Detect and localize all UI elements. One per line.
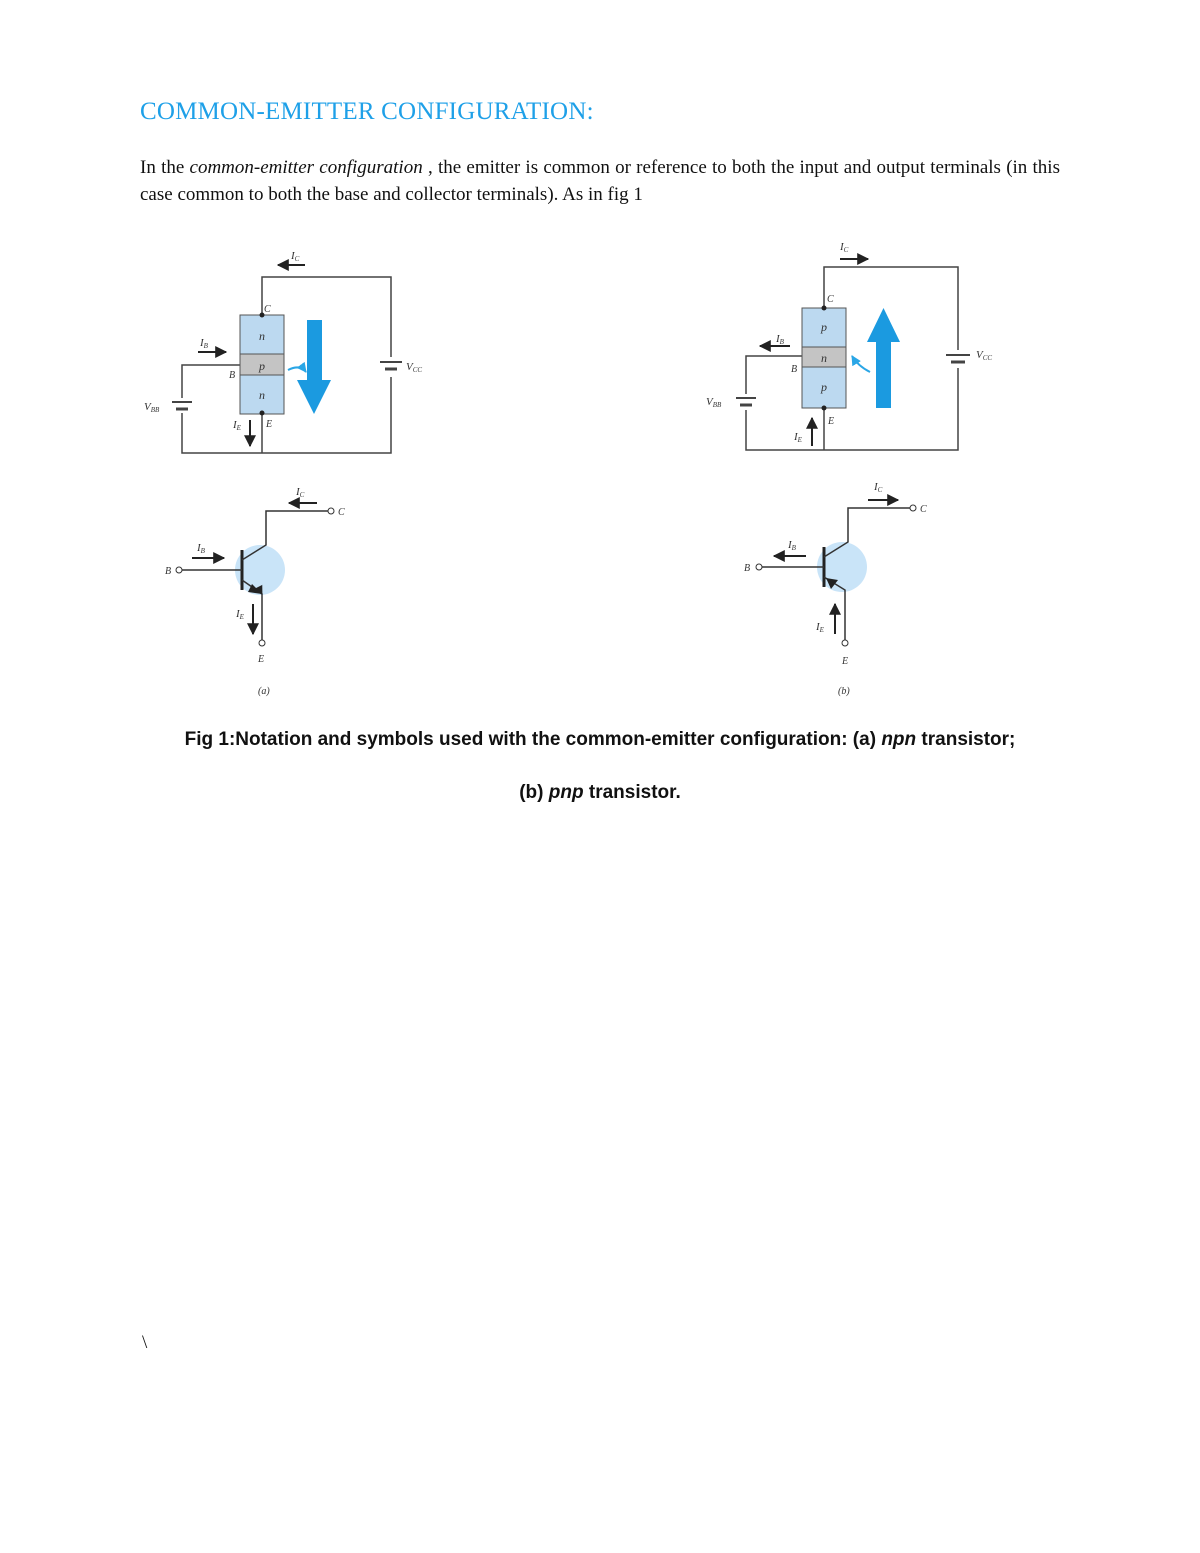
pnp-symbol-ic-sub: C	[877, 486, 883, 494]
npn-base-flow-arrow	[288, 367, 306, 372]
pnp-symbol-b-label: B	[744, 563, 751, 574]
pnp-symbol-c-terminal	[910, 505, 916, 511]
npn-ib-label-main: I	[200, 337, 204, 349]
npn-e-label: E	[266, 419, 273, 430]
pnp-ie-main: I	[794, 431, 798, 443]
pnp-c-label: C	[827, 294, 834, 305]
pnp-vbb-sub: BB	[712, 401, 722, 409]
pnp-ib-sub: B	[779, 338, 784, 346]
npn-layer-1-label: n	[259, 329, 265, 343]
npn-symbol-e-label: E	[258, 654, 265, 665]
caption-2-italic: pnp	[548, 782, 584, 803]
npn-symbol-ic-main: I	[296, 486, 300, 498]
npn-symbol-collector-lead	[242, 511, 328, 560]
pnp-base-wire	[746, 356, 802, 394]
figure-caption-line-2	[0, 782, 1200, 804]
npn-vbb-main: V	[144, 401, 151, 413]
pnp-symbol-ie-label	[815, 621, 825, 634]
figure-b-sublabel: (b)	[838, 686, 850, 697]
npn-ib-label	[199, 337, 209, 350]
pnp-layer-1-label: p	[821, 320, 827, 334]
npn-symbol-ic-label	[295, 486, 305, 499]
npn-flow-arrow	[297, 320, 331, 414]
npn-symbol-b-label: B	[165, 566, 172, 577]
pnp-flow-arrow	[867, 308, 900, 408]
pnp-symbol-ie-sub: E	[819, 626, 824, 634]
figure-1	[0, 0, 1200, 720]
pnp-vbb-label	[706, 396, 722, 409]
para-text-pre: In the	[140, 157, 190, 178]
pnp-ic-label	[839, 241, 849, 254]
npn-vcc-label	[406, 361, 422, 374]
npn-symbol-ic-sub: C	[299, 491, 305, 499]
npn-symbol-ib-main: I	[197, 542, 201, 554]
npn-e-node	[260, 411, 265, 416]
caption-2-post: transistor.	[583, 782, 681, 803]
npn-vbb-label	[144, 401, 160, 414]
pnp-c-node	[822, 306, 827, 311]
pnp-symbol-collector-lead	[824, 508, 910, 557]
npn-circuit	[172, 277, 402, 453]
npn-symbol-c-terminal	[328, 508, 334, 514]
pnp-symbol-ib-sub: B	[791, 544, 796, 552]
para-text-post: , the emitter is common or reference to both the input and output terminals (in this case common to both the base and collector terminals). As in fig 1	[140, 157, 1060, 205]
npn-symbol-b-terminal	[176, 567, 182, 573]
caption-1-pre: Fig 1:Notation and symbols used with the common-emitter configuration: (a)	[184, 729, 882, 750]
npn-vcc-main: V	[406, 361, 413, 373]
pnp-layer-2-label: n	[821, 351, 827, 365]
pnp-symbol-ic-main: I	[874, 481, 878, 493]
pnp-symbol-ic-label	[873, 481, 883, 494]
npn-symbol-ie-label	[235, 608, 245, 621]
npn-layers	[240, 313, 284, 416]
pnp-symbol	[744, 481, 927, 697]
section-heading: COMMON-EMITTER CONFIGURATION:	[140, 98, 594, 125]
pnp-symbol-c-label: C	[920, 504, 927, 515]
npn-ic-label-sub: C	[294, 255, 300, 263]
figure-caption-line-1	[0, 729, 1200, 751]
npn-symbol-e-terminal	[259, 640, 265, 646]
npn-layer-2-label: p	[259, 359, 265, 373]
caption-1-post: transistor;	[916, 729, 1016, 750]
pnp-symbol-ib-main: I	[788, 539, 792, 551]
npn-b-label: B	[229, 370, 236, 381]
npn-vbb-sub: BB	[150, 406, 160, 414]
pnp-vbb-main: V	[706, 396, 713, 408]
pnp-symbol-e-terminal	[842, 640, 848, 646]
figure-a-sublabel: (a)	[258, 686, 270, 697]
pnp-symbol-e-label: E	[842, 656, 849, 667]
npn-c-label: C	[264, 304, 271, 315]
npn-vcc-sub: CC	[412, 366, 423, 374]
npn-ie-label-main: I	[233, 419, 237, 431]
npn-symbol-ie-main: I	[236, 608, 240, 620]
stray-character: \	[142, 1332, 148, 1353]
npn-layer-3-label: n	[259, 388, 265, 402]
npn-symbol-ie-sub: E	[239, 613, 244, 621]
npn-ic-label	[290, 250, 300, 263]
npn-symbol-ib-sub: B	[200, 547, 205, 555]
pnp-ie-sub: E	[797, 436, 802, 444]
pnp-layer-3-label: p	[821, 380, 827, 394]
pnp-symbol-ie-main: I	[816, 621, 820, 633]
pnp-symbol-ib-label	[787, 539, 797, 552]
pnp-e-node	[822, 406, 827, 411]
pnp-symbol-b-terminal	[756, 564, 762, 570]
pnp-ib-main: I	[776, 333, 780, 345]
pnp-vcc-label	[976, 349, 992, 362]
pnp-ie-label	[793, 431, 803, 444]
pnp-ic-sub: C	[843, 246, 849, 254]
pnp-e-label: E	[828, 416, 835, 427]
pnp-ic-main: I	[840, 241, 844, 253]
npn-symbol	[165, 486, 345, 697]
npn-ie-label-sub: E	[236, 424, 241, 432]
pnp-base-flow-arrow	[852, 356, 870, 372]
pnp-vcc-sub: CC	[982, 354, 993, 362]
pnp-return-wire	[746, 368, 958, 450]
npn-ie-label	[232, 419, 242, 432]
caption-1-italic: npn	[881, 729, 917, 750]
npn-symbol-c-label: C	[338, 507, 345, 518]
caption-2-pre: (b)	[519, 782, 549, 803]
pnp-vcc-main: V	[976, 349, 983, 361]
npn-ib-label-sub: B	[203, 342, 208, 350]
pnp-layers	[802, 306, 846, 411]
npn-return-wire	[182, 377, 391, 453]
para-term: common-emitter configuration	[189, 157, 423, 178]
npn-ic-label-main: I	[291, 250, 295, 262]
pnp-b-label: B	[791, 364, 798, 375]
pnp-ib-label	[775, 333, 785, 346]
npn-symbol-ib-label	[196, 542, 206, 555]
